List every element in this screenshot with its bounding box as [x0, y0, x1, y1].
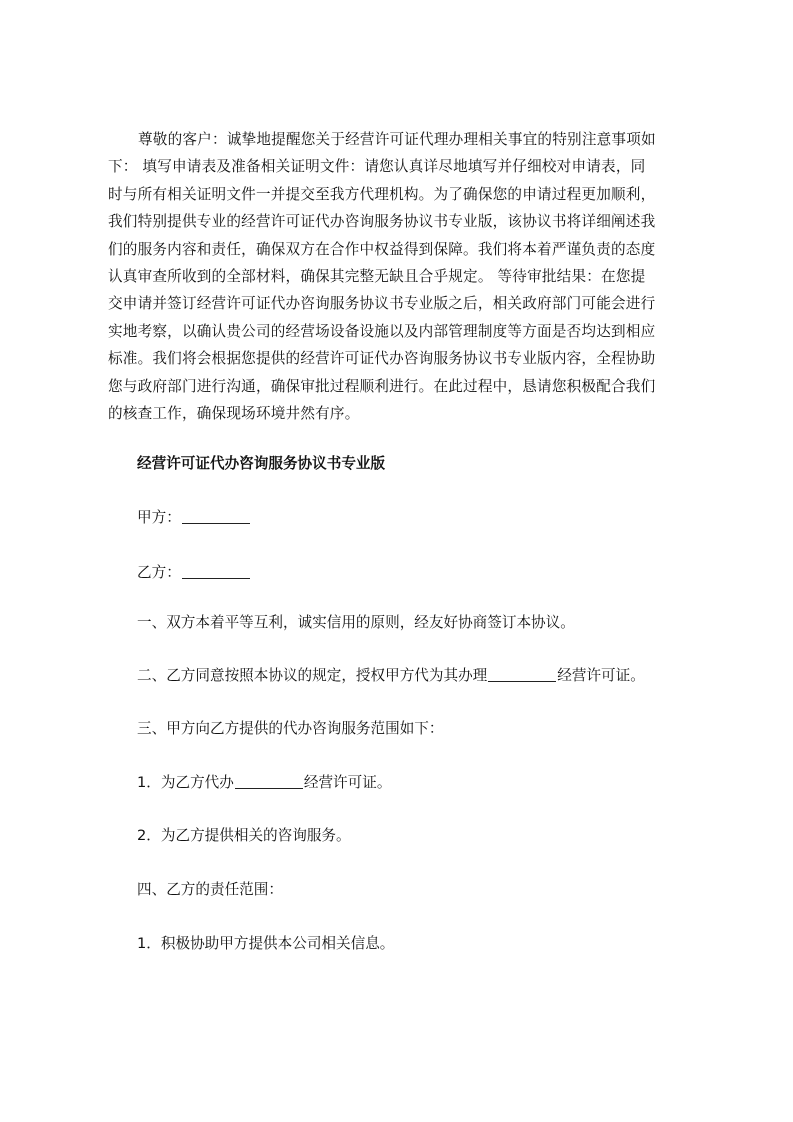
party-a-blank[interactable]: [182, 509, 250, 524]
party-b-line: [137, 561, 251, 582]
intro-line: 交申请并签订经营许可证代办咨询服务协议书专业版之后，相关政府部门可能会进行: [108, 295, 656, 313]
clause-1: 一、双方本着平等互利，诚实信用的原则，经友好协商签订本协议。: [137, 614, 575, 631]
intro-line: 时与所有相关证明文件一并提交至我方代理机构。为了确保您的申请过程更加顺利，: [108, 185, 656, 203]
clause-4: 四、乙方的责任范围：: [137, 881, 283, 898]
party-a-line: [137, 506, 251, 527]
intro-line: 实地考察，以确认贵公司的经营场设备设施以及内部管理制度等方面是否均达到相应: [108, 322, 656, 340]
agreement-title: 经营许可证代办咨询服务协议书专业版: [137, 455, 386, 472]
intro-line: 您与政府部门进行沟通，确保审批过程顺利进行。在此过程中，恳请您积极配合我们: [108, 377, 656, 395]
party-b-label: 乙方：: [137, 564, 181, 581]
clause-2: [137, 664, 645, 685]
license-type-blank[interactable]: [488, 667, 556, 682]
item-3-1-blank[interactable]: [235, 774, 303, 789]
clause-3: 三、甲方向乙方提供的代办咨询服务范围如下：: [137, 720, 444, 737]
intro-line: 的核查工作，确保现场环境井然有序。: [108, 405, 360, 423]
intro-line: 尊敬的客户：诚挚地提醒您关于经营许可证代理办理相关事宜的特别注意事项如: [138, 131, 656, 148]
item-3-1-prefix: 1．为乙方代办: [137, 774, 234, 791]
clause-2-suffix: 经营许可证。: [557, 667, 645, 684]
intro-line: 我们特别提供专业的经营许可证代办咨询服务协议书专业版，该协议书将详细阐述我: [108, 213, 656, 231]
intro-paragraph: [108, 126, 698, 426]
party-b-blank[interactable]: [182, 564, 250, 579]
item-3-1-suffix: 经营许可证。: [303, 774, 392, 791]
item-4-1: 1．积极协助甲方提供本公司相关信息。: [137, 935, 395, 952]
intro-line: 下： 填写申请表及准备相关证明文件：请您认真详尽地填写并仔细校对申请表，同: [108, 158, 646, 176]
clause-2-prefix: 二、乙方同意按照本协议的规定，授权甲方代为其办理: [137, 667, 488, 684]
intro-line: 们的服务内容和责任，确保双方在合作中权益得到保障。我们将本着严谨负责的态度: [108, 240, 656, 258]
item-3-1: [137, 771, 391, 792]
item-3-2: 2．为乙方提供相关的咨询服务。: [137, 827, 351, 844]
intro-line: 认真审查所收到的全部材料，确保其完整无缺且合乎规定。 等待审批结果：在您提: [108, 268, 646, 286]
intro-line: 标准。我们将会根据您提供的经营许可证代办咨询服务协议书专业版内容，全程协助: [108, 350, 656, 368]
party-a-label: 甲方：: [137, 509, 181, 526]
